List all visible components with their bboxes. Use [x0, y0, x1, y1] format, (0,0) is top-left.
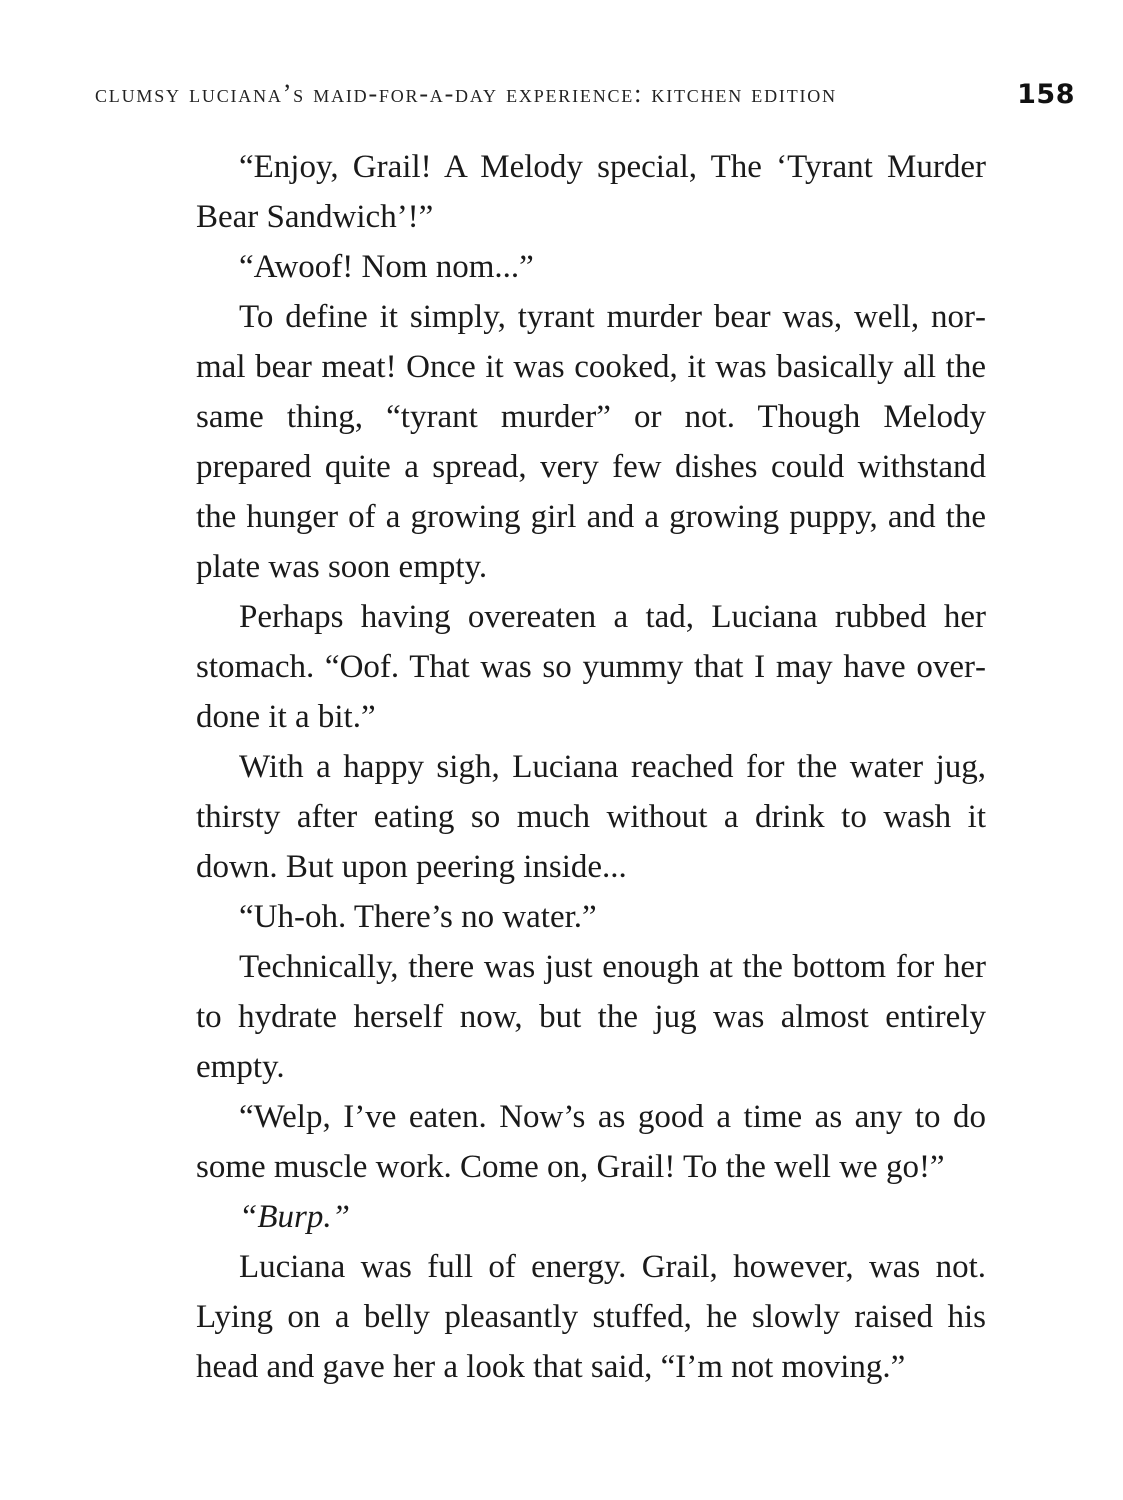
running-head: [95, 74, 1075, 114]
paragraph: To define it simply, tyrant murder bear was, well, normal bear meat! Once it was cooked, it was basically all the same thing, “tyrant murder” or not. Though Melody prepared quite a spread, very few dishes could withstand the hunger of a growing girl and a growing puppy, and the plate was soon empty.: [196, 299, 986, 585]
page-number: 158: [1017, 78, 1075, 110]
running-title: clumsy luciana’s maid-for-a-day experience: kitchen edition: [95, 79, 837, 108]
paragraph: “Enjoy, Grail! A Melody special, The ‘Tyrant Murder Bear Sandwich’!”: [196, 149, 986, 235]
paragraph: Technically, there was just enough at the bottom for her to hydrate herself now, but the jug was almost entirely empty.: [196, 949, 986, 1085]
paragraph: With a happy sigh, Luciana reached for the water jug, thirsty after eating so much without a drink to wash it down. But upon peering inside...: [196, 749, 986, 885]
paragraph: Perhaps having overeaten a tad, Luciana rubbed her stomach. “Oof. That was so yummy that I may have overdone it a bit.”: [196, 599, 986, 735]
paragraph: “Awoof! Nom nom...”: [239, 249, 534, 285]
paragraph: “Uh-oh. There’s no water.”: [239, 899, 597, 935]
paragraph: Luciana was full of energy. Grail, however, was not. Lying on a belly pleasantly stuffed, he slowly raised his head and gave her a look that said, “I’m not moving.”: [196, 1249, 986, 1385]
paragraph: “Burp.”: [239, 1199, 350, 1235]
body-text: [196, 142, 986, 1392]
paragraph: “Welp, I’ve eaten. Now’s as good a time as any to do some muscle work. Come on, Grail! To the well we go!”: [196, 1099, 986, 1185]
